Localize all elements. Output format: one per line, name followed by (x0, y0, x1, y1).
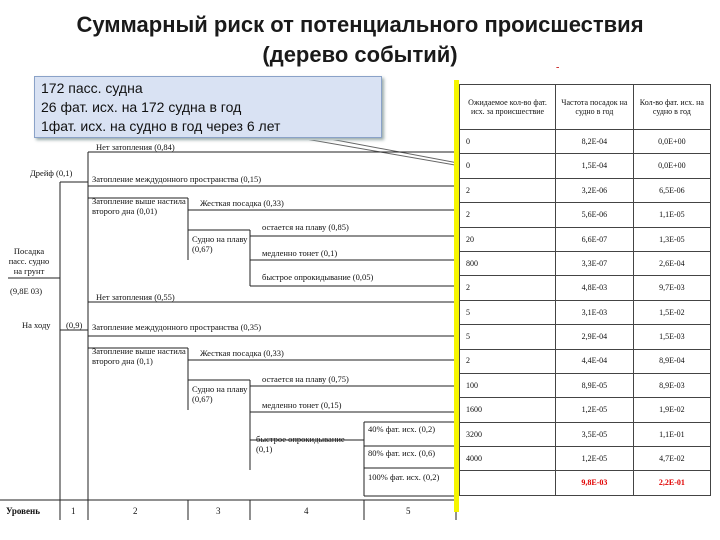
hard-grounding-1: Жесткая посадка (0,33) (200, 198, 284, 208)
root-value: (9,8Е 03) (10, 286, 43, 296)
stays-afloat-1: остается на плаву (0,85) (262, 222, 349, 232)
page-title (0, 10, 720, 70)
summary-callout (34, 76, 382, 138)
table-row (460, 447, 711, 471)
no-flood-1: Нет затопления (0,84) (96, 142, 175, 152)
table-cell: 0,0Е+00 (633, 130, 710, 154)
drift-label: Дрейф (0,1) (30, 168, 73, 178)
under-way-label: На ходу (22, 320, 51, 330)
header-expected-fatalities: Ожидаемое кол-во фат. исх. за происшествие (460, 85, 556, 130)
table-total-row (460, 471, 711, 495)
level-label: Уровень (6, 506, 40, 516)
table-cell: 5 (460, 325, 556, 349)
stays-afloat-2: остается на плаву (0,75) (262, 374, 349, 384)
total-frequency: 9,8Е-03 (556, 471, 634, 495)
results-table (459, 84, 711, 496)
afloat-2: Судно на плаву (0,67) (192, 384, 248, 404)
fatality-80: 80% фат. исх. (0,6) (368, 448, 436, 458)
header-fatalities-per-ship: Кол-во фат. исх. на судно в год (633, 85, 710, 130)
table-cell: 1,9Е-02 (633, 398, 710, 422)
table-row (460, 422, 711, 446)
table-row (460, 130, 711, 154)
table-cell: 3200 (460, 422, 556, 446)
table-cell: 2 (460, 276, 556, 300)
table-row (460, 227, 711, 251)
table-row (460, 398, 711, 422)
table-cell: 2 (460, 349, 556, 373)
table-cell: 1,3Е-05 (633, 227, 710, 251)
table-cell: 1,5Е-02 (633, 300, 710, 324)
level-3: 3 (216, 506, 221, 516)
table-cell: 9,7Е-03 (633, 276, 710, 300)
table-cell: 20 (460, 227, 556, 251)
table-cell: 1600 (460, 398, 556, 422)
table-cell: 2 (460, 178, 556, 202)
table-cell: 3,1Е-03 (556, 300, 634, 324)
table-cell: 8,9Е-05 (556, 373, 634, 397)
afloat-1: Судно на плаву (0,67) (192, 234, 248, 254)
table-row (460, 300, 711, 324)
fast-capsize-1: быстрое опрокидывание (0,05) (262, 272, 374, 282)
table-cell: 800 (460, 251, 556, 275)
table-cell: 100 (460, 373, 556, 397)
hard-grounding-2: Жесткая посадка (0,33) (200, 348, 284, 358)
flood-above-2: Затопление выше настила второго дна (0,1) (92, 346, 186, 366)
header-grounding-frequency: Частота посадок на судно в год (556, 85, 634, 130)
table-cell: 4,4Е-04 (556, 349, 634, 373)
table-cell: 6,6Е-07 (556, 227, 634, 251)
callout-line-1: 172 пасс. судна (41, 80, 143, 96)
level-1: 1 (71, 506, 76, 516)
table-cell: 0 (460, 130, 556, 154)
table-cell: 8,2Е-04 (556, 130, 634, 154)
table-cell: 3,5Е-05 (556, 422, 634, 446)
table-cell: 1,5Е-04 (556, 154, 634, 178)
callout-line-3: 1фат. исх. на судно в год через 6 лет (41, 118, 281, 134)
total-fatalities: 2,2Е-01 (633, 471, 710, 495)
table-cell: 8,9Е-04 (633, 349, 710, 373)
table-row (460, 203, 711, 227)
table-cell: 3,2Е-06 (556, 178, 634, 202)
no-flood-2: Нет затопления (0,55) (96, 292, 175, 302)
table-row (460, 349, 711, 373)
under-way-probability: (0,9) (66, 320, 83, 330)
table-cell: 4000 (460, 447, 556, 471)
table-cell: 1,1Е-01 (633, 422, 710, 446)
flood-above-1: Затопление выше настила второго дна (0,01) (92, 196, 186, 216)
callout-line-2: 26 фат. исх. на 172 судна в год (41, 99, 242, 115)
level-2: 2 (133, 506, 138, 516)
slowly-sinks-1: медленно тонет (0,1) (262, 248, 338, 258)
table-cell: 1,2Е-05 (556, 447, 634, 471)
table-cell: 5 (460, 300, 556, 324)
table-header-row (460, 85, 711, 130)
table-cell: 2,6Е-04 (633, 251, 710, 275)
level-5: 5 (406, 506, 411, 516)
table-row (460, 154, 711, 178)
table-row (460, 325, 711, 349)
table-row (460, 276, 711, 300)
table-cell: 2 (460, 203, 556, 227)
title-line-2: (дерево событий) (262, 42, 458, 67)
table-row (460, 373, 711, 397)
level-4: 4 (304, 506, 309, 516)
flood-double-bottom-2: Затопление междудонного пространства (0,35) (92, 322, 262, 332)
table-cell: 5,6Е-06 (556, 203, 634, 227)
table-cell: 0 (460, 154, 556, 178)
table-row (460, 178, 711, 202)
table-cell: 0,0Е+00 (633, 154, 710, 178)
table-cell: 4,8Е-03 (556, 276, 634, 300)
slowly-sinks-2: медленно тонет (0,15) (262, 400, 342, 410)
fast-capsize-2: быстрое опрокидывание (0,1) (256, 434, 345, 454)
table-cell-empty (460, 471, 556, 495)
fatality-100: 100% фат. исх. (0,2) (368, 472, 440, 482)
fatality-40: 40% фат. исх. (0,2) (368, 424, 436, 434)
table-cell: 2,9Е-04 (556, 325, 634, 349)
table-cell: 1,5Е-03 (633, 325, 710, 349)
table-cell: 8,9Е-03 (633, 373, 710, 397)
table-cell: 1,1Е-05 (633, 203, 710, 227)
table-cell: 1,2Е-05 (556, 398, 634, 422)
table-cell: 4,7Е-02 (633, 447, 710, 471)
flood-double-bottom-1: Затопление междудонного пространства (0,15) (92, 174, 262, 184)
table-row (460, 251, 711, 275)
title-line-1: Суммарный риск от потенциального происшествия (76, 12, 644, 37)
red-mark: - (556, 62, 560, 73)
root-label: Посадка пасс. судно на грунт (8, 246, 50, 276)
table-cell: 6,5Е-06 (633, 178, 710, 202)
table-cell: 3,3Е-07 (556, 251, 634, 275)
